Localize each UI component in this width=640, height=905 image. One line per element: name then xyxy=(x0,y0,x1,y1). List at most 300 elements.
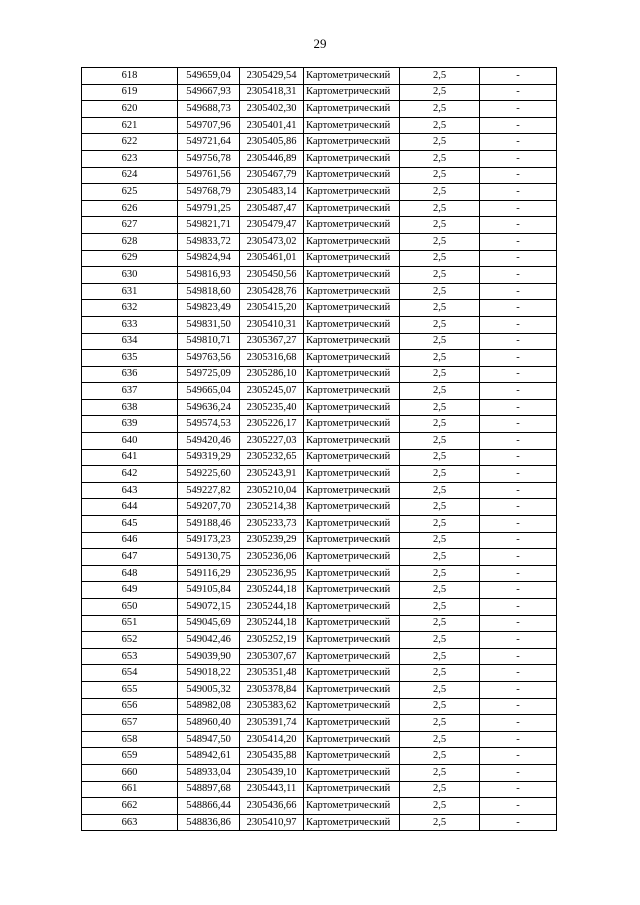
y-coordinate-cell: 2305378,84 xyxy=(240,681,304,698)
accuracy-cell: 2,5 xyxy=(400,300,480,317)
method-cell: Картометрический xyxy=(304,433,400,450)
x-coordinate-cell: 549018,22 xyxy=(178,665,240,682)
table-row xyxy=(82,267,557,284)
accuracy-cell: 2,5 xyxy=(400,283,480,300)
accuracy-cell: 2,5 xyxy=(400,416,480,433)
table-row xyxy=(82,648,557,665)
point-number-cell: 662 xyxy=(82,798,178,815)
accuracy-cell: 2,5 xyxy=(400,449,480,466)
x-coordinate-cell: 549833,72 xyxy=(178,233,240,250)
x-coordinate-cell: 549574,53 xyxy=(178,416,240,433)
table-row xyxy=(82,150,557,167)
note-cell: - xyxy=(480,466,557,483)
note-cell: - xyxy=(480,565,557,582)
x-coordinate-cell: 549045,69 xyxy=(178,615,240,632)
note-cell: - xyxy=(480,134,557,151)
x-coordinate-cell: 549810,71 xyxy=(178,333,240,350)
y-coordinate-cell: 2305473,02 xyxy=(240,233,304,250)
note-cell: - xyxy=(480,449,557,466)
method-cell: Картометрический xyxy=(304,101,400,118)
x-coordinate-cell: 549831,50 xyxy=(178,316,240,333)
note-cell: - xyxy=(480,482,557,499)
table-row xyxy=(82,698,557,715)
note-cell: - xyxy=(480,250,557,267)
y-coordinate-cell: 2305226,17 xyxy=(240,416,304,433)
x-coordinate-cell: 549824,94 xyxy=(178,250,240,267)
method-cell: Картометрический xyxy=(304,167,400,184)
accuracy-cell: 2,5 xyxy=(400,101,480,118)
y-coordinate-cell: 2305236,06 xyxy=(240,549,304,566)
y-coordinate-cell: 2305439,10 xyxy=(240,764,304,781)
y-coordinate-cell: 2305415,20 xyxy=(240,300,304,317)
method-cell: Картометрический xyxy=(304,134,400,151)
y-coordinate-cell: 2305210,04 xyxy=(240,482,304,499)
point-number-cell: 648 xyxy=(82,565,178,582)
note-cell: - xyxy=(480,748,557,765)
accuracy-cell: 2,5 xyxy=(400,516,480,533)
note-cell: - xyxy=(480,350,557,367)
point-number-cell: 626 xyxy=(82,200,178,217)
accuracy-cell: 2,5 xyxy=(400,632,480,649)
x-coordinate-cell: 549761,56 xyxy=(178,167,240,184)
y-coordinate-cell: 2305483,14 xyxy=(240,184,304,201)
accuracy-cell: 2,5 xyxy=(400,648,480,665)
y-coordinate-cell: 2305450,56 xyxy=(240,267,304,284)
point-number-cell: 652 xyxy=(82,632,178,649)
note-cell: - xyxy=(480,184,557,201)
point-number-cell: 629 xyxy=(82,250,178,267)
method-cell: Картометрический xyxy=(304,217,400,234)
method-cell: Картометрический xyxy=(304,184,400,201)
y-coordinate-cell: 2305232,65 xyxy=(240,449,304,466)
y-coordinate-cell: 2305286,10 xyxy=(240,366,304,383)
accuracy-cell: 2,5 xyxy=(400,698,480,715)
method-cell: Картометрический xyxy=(304,798,400,815)
x-coordinate-cell: 549042,46 xyxy=(178,632,240,649)
point-number-cell: 658 xyxy=(82,731,178,748)
method-cell: Картометрический xyxy=(304,399,400,416)
table-row xyxy=(82,68,557,85)
table-row xyxy=(82,200,557,217)
note-cell: - xyxy=(480,117,557,134)
y-coordinate-cell: 2305414,20 xyxy=(240,731,304,748)
method-cell: Картометрический xyxy=(304,516,400,533)
accuracy-cell: 2,5 xyxy=(400,167,480,184)
y-coordinate-cell: 2305307,67 xyxy=(240,648,304,665)
note-cell: - xyxy=(480,698,557,715)
table-row xyxy=(82,383,557,400)
table-row xyxy=(82,814,557,831)
method-cell: Картометрический xyxy=(304,267,400,284)
method-cell: Картометрический xyxy=(304,117,400,134)
accuracy-cell: 2,5 xyxy=(400,150,480,167)
method-cell: Картометрический xyxy=(304,283,400,300)
y-coordinate-cell: 2305236,95 xyxy=(240,565,304,582)
x-coordinate-cell: 549173,23 xyxy=(178,532,240,549)
table-row xyxy=(82,333,557,350)
note-cell: - xyxy=(480,599,557,616)
table-row xyxy=(82,117,557,134)
note-cell: - xyxy=(480,101,557,118)
method-cell: Картометрический xyxy=(304,383,400,400)
x-coordinate-cell: 548866,44 xyxy=(178,798,240,815)
table-row xyxy=(82,499,557,516)
note-cell: - xyxy=(480,798,557,815)
note-cell: - xyxy=(480,764,557,781)
method-cell: Картометрический xyxy=(304,350,400,367)
method-cell: Картометрический xyxy=(304,748,400,765)
point-number-cell: 660 xyxy=(82,764,178,781)
point-number-cell: 620 xyxy=(82,101,178,118)
point-number-cell: 651 xyxy=(82,615,178,632)
method-cell: Картометрический xyxy=(304,233,400,250)
point-number-cell: 625 xyxy=(82,184,178,201)
table-row xyxy=(82,350,557,367)
method-cell: Картометрический xyxy=(304,615,400,632)
y-coordinate-cell: 2305410,31 xyxy=(240,316,304,333)
table-row xyxy=(82,681,557,698)
coordinates-table xyxy=(81,67,557,831)
table-row xyxy=(82,300,557,317)
accuracy-cell: 2,5 xyxy=(400,781,480,798)
y-coordinate-cell: 2305244,18 xyxy=(240,599,304,616)
point-number-cell: 638 xyxy=(82,399,178,416)
table-row xyxy=(82,615,557,632)
point-number-cell: 653 xyxy=(82,648,178,665)
method-cell: Картометрический xyxy=(304,532,400,549)
x-coordinate-cell: 548947,50 xyxy=(178,731,240,748)
point-number-cell: 650 xyxy=(82,599,178,616)
accuracy-cell: 2,5 xyxy=(400,798,480,815)
accuracy-cell: 2,5 xyxy=(400,681,480,698)
table-row xyxy=(82,466,557,483)
y-coordinate-cell: 2305461,01 xyxy=(240,250,304,267)
point-number-cell: 636 xyxy=(82,366,178,383)
method-cell: Картометрический xyxy=(304,482,400,499)
accuracy-cell: 2,5 xyxy=(400,599,480,616)
x-coordinate-cell: 549721,64 xyxy=(178,134,240,151)
note-cell: - xyxy=(480,150,557,167)
note-cell: - xyxy=(480,167,557,184)
point-number-cell: 637 xyxy=(82,383,178,400)
note-cell: - xyxy=(480,399,557,416)
point-number-cell: 646 xyxy=(82,532,178,549)
y-coordinate-cell: 2305418,31 xyxy=(240,84,304,101)
note-cell: - xyxy=(480,383,557,400)
x-coordinate-cell: 549420,46 xyxy=(178,433,240,450)
method-cell: Картометрический xyxy=(304,665,400,682)
x-coordinate-cell: 549667,93 xyxy=(178,84,240,101)
method-cell: Картометрический xyxy=(304,316,400,333)
note-cell: - xyxy=(480,333,557,350)
accuracy-cell: 2,5 xyxy=(400,499,480,516)
accuracy-cell: 2,5 xyxy=(400,565,480,582)
note-cell: - xyxy=(480,516,557,533)
y-coordinate-cell: 2305467,79 xyxy=(240,167,304,184)
x-coordinate-cell: 549823,49 xyxy=(178,300,240,317)
table-row xyxy=(82,101,557,118)
table-row xyxy=(82,217,557,234)
accuracy-cell: 2,5 xyxy=(400,366,480,383)
note-cell: - xyxy=(480,781,557,798)
y-coordinate-cell: 2305401,41 xyxy=(240,117,304,134)
y-coordinate-cell: 2305252,19 xyxy=(240,632,304,649)
note-cell: - xyxy=(480,433,557,450)
method-cell: Картометрический xyxy=(304,781,400,798)
accuracy-cell: 2,5 xyxy=(400,267,480,284)
y-coordinate-cell: 2305402,30 xyxy=(240,101,304,118)
accuracy-cell: 2,5 xyxy=(400,433,480,450)
table-row xyxy=(82,731,557,748)
table-row xyxy=(82,433,557,450)
note-cell: - xyxy=(480,532,557,549)
point-number-cell: 649 xyxy=(82,582,178,599)
table-row xyxy=(82,632,557,649)
accuracy-cell: 2,5 xyxy=(400,134,480,151)
y-coordinate-cell: 2305405,86 xyxy=(240,134,304,151)
method-cell: Картометрический xyxy=(304,449,400,466)
accuracy-cell: 2,5 xyxy=(400,549,480,566)
y-coordinate-cell: 2305428,76 xyxy=(240,283,304,300)
method-cell: Картометрический xyxy=(304,150,400,167)
method-cell: Картометрический xyxy=(304,565,400,582)
method-cell: Картометрический xyxy=(304,68,400,85)
accuracy-cell: 2,5 xyxy=(400,383,480,400)
point-number-cell: 644 xyxy=(82,499,178,516)
method-cell: Картометрический xyxy=(304,366,400,383)
x-coordinate-cell: 548982,08 xyxy=(178,698,240,715)
y-coordinate-cell: 2305383,62 xyxy=(240,698,304,715)
x-coordinate-cell: 549665,04 xyxy=(178,383,240,400)
x-coordinate-cell: 549188,46 xyxy=(178,516,240,533)
note-cell: - xyxy=(480,416,557,433)
accuracy-cell: 2,5 xyxy=(400,233,480,250)
note-cell: - xyxy=(480,715,557,732)
table-row xyxy=(82,798,557,815)
method-cell: Картометрический xyxy=(304,416,400,433)
table-row xyxy=(82,781,557,798)
accuracy-cell: 2,5 xyxy=(400,466,480,483)
note-cell: - xyxy=(480,731,557,748)
table-row xyxy=(82,250,557,267)
note-cell: - xyxy=(480,200,557,217)
table-row xyxy=(82,316,557,333)
table-row xyxy=(82,449,557,466)
point-number-cell: 633 xyxy=(82,316,178,333)
note-cell: - xyxy=(480,549,557,566)
note-cell: - xyxy=(480,648,557,665)
note-cell: - xyxy=(480,814,557,831)
accuracy-cell: 2,5 xyxy=(400,748,480,765)
y-coordinate-cell: 2305410,97 xyxy=(240,814,304,831)
table-row xyxy=(82,764,557,781)
point-number-cell: 657 xyxy=(82,715,178,732)
x-coordinate-cell: 549105,84 xyxy=(178,582,240,599)
note-cell: - xyxy=(480,366,557,383)
method-cell: Картометрический xyxy=(304,764,400,781)
note-cell: - xyxy=(480,300,557,317)
table-row xyxy=(82,399,557,416)
x-coordinate-cell: 549768,79 xyxy=(178,184,240,201)
table-row xyxy=(82,565,557,582)
method-cell: Картометрический xyxy=(304,698,400,715)
table-row xyxy=(82,748,557,765)
x-coordinate-cell: 549319,29 xyxy=(178,449,240,466)
table-row xyxy=(82,715,557,732)
x-coordinate-cell: 549707,96 xyxy=(178,117,240,134)
accuracy-cell: 2,5 xyxy=(400,117,480,134)
point-number-cell: 659 xyxy=(82,748,178,765)
page-number: 29 xyxy=(313,36,327,51)
point-number-cell: 627 xyxy=(82,217,178,234)
point-number-cell: 634 xyxy=(82,333,178,350)
coordinates-table-body xyxy=(82,68,557,831)
method-cell: Картометрический xyxy=(304,200,400,217)
table-row xyxy=(82,532,557,549)
x-coordinate-cell: 549072,15 xyxy=(178,599,240,616)
table-row xyxy=(82,599,557,616)
y-coordinate-cell: 2305227,03 xyxy=(240,433,304,450)
x-coordinate-cell: 549636,24 xyxy=(178,399,240,416)
x-coordinate-cell: 548960,40 xyxy=(178,715,240,732)
note-cell: - xyxy=(480,499,557,516)
accuracy-cell: 2,5 xyxy=(400,814,480,831)
y-coordinate-cell: 2305429,54 xyxy=(240,68,304,85)
point-number-cell: 622 xyxy=(82,134,178,151)
y-coordinate-cell: 2305443,11 xyxy=(240,781,304,798)
point-number-cell: 621 xyxy=(82,117,178,134)
y-coordinate-cell: 2305367,27 xyxy=(240,333,304,350)
point-number-cell: 624 xyxy=(82,167,178,184)
accuracy-cell: 2,5 xyxy=(400,68,480,85)
method-cell: Картометрический xyxy=(304,300,400,317)
note-cell: - xyxy=(480,68,557,85)
method-cell: Картометрический xyxy=(304,731,400,748)
accuracy-cell: 2,5 xyxy=(400,200,480,217)
method-cell: Картометрический xyxy=(304,582,400,599)
table-row xyxy=(82,482,557,499)
point-number-cell: 631 xyxy=(82,283,178,300)
x-coordinate-cell: 548897,68 xyxy=(178,781,240,798)
method-cell: Картометрический xyxy=(304,681,400,698)
point-number-cell: 641 xyxy=(82,449,178,466)
point-number-cell: 654 xyxy=(82,665,178,682)
point-number-cell: 630 xyxy=(82,267,178,284)
table-row xyxy=(82,184,557,201)
table-row xyxy=(82,416,557,433)
x-coordinate-cell: 548942,61 xyxy=(178,748,240,765)
x-coordinate-cell: 549816,93 xyxy=(178,267,240,284)
point-number-cell: 663 xyxy=(82,814,178,831)
y-coordinate-cell: 2305245,07 xyxy=(240,383,304,400)
y-coordinate-cell: 2305435,88 xyxy=(240,748,304,765)
x-coordinate-cell: 549227,82 xyxy=(178,482,240,499)
x-coordinate-cell: 549725,09 xyxy=(178,366,240,383)
point-number-cell: 642 xyxy=(82,466,178,483)
method-cell: Картометрический xyxy=(304,715,400,732)
y-coordinate-cell: 2305479,47 xyxy=(240,217,304,234)
method-cell: Картометрический xyxy=(304,466,400,483)
note-cell: - xyxy=(480,316,557,333)
note-cell: - xyxy=(480,233,557,250)
table-row xyxy=(82,665,557,682)
accuracy-cell: 2,5 xyxy=(400,250,480,267)
y-coordinate-cell: 2305235,40 xyxy=(240,399,304,416)
y-coordinate-cell: 2305214,38 xyxy=(240,499,304,516)
point-number-cell: 656 xyxy=(82,698,178,715)
y-coordinate-cell: 2305487,47 xyxy=(240,200,304,217)
table-row xyxy=(82,549,557,566)
accuracy-cell: 2,5 xyxy=(400,217,480,234)
note-cell: - xyxy=(480,582,557,599)
table-row xyxy=(82,516,557,533)
x-coordinate-cell: 549818,60 xyxy=(178,283,240,300)
method-cell: Картометрический xyxy=(304,648,400,665)
x-coordinate-cell: 549225,60 xyxy=(178,466,240,483)
point-number-cell: 635 xyxy=(82,350,178,367)
accuracy-cell: 2,5 xyxy=(400,316,480,333)
accuracy-cell: 2,5 xyxy=(400,482,480,499)
table-row xyxy=(82,366,557,383)
note-cell: - xyxy=(480,681,557,698)
point-number-cell: 661 xyxy=(82,781,178,798)
accuracy-cell: 2,5 xyxy=(400,615,480,632)
method-cell: Картометрический xyxy=(304,250,400,267)
point-number-cell: 639 xyxy=(82,416,178,433)
x-coordinate-cell: 549207,70 xyxy=(178,499,240,516)
x-coordinate-cell: 548836,86 xyxy=(178,814,240,831)
point-number-cell: 628 xyxy=(82,233,178,250)
point-number-cell: 632 xyxy=(82,300,178,317)
y-coordinate-cell: 2305244,18 xyxy=(240,582,304,599)
x-coordinate-cell: 549130,75 xyxy=(178,549,240,566)
accuracy-cell: 2,5 xyxy=(400,582,480,599)
note-cell: - xyxy=(480,283,557,300)
table-row xyxy=(82,167,557,184)
y-coordinate-cell: 2305233,73 xyxy=(240,516,304,533)
point-number-cell: 619 xyxy=(82,84,178,101)
y-coordinate-cell: 2305239,29 xyxy=(240,532,304,549)
note-cell: - xyxy=(480,615,557,632)
table-row xyxy=(82,233,557,250)
table-row xyxy=(82,582,557,599)
x-coordinate-cell: 549756,78 xyxy=(178,150,240,167)
point-number-cell: 618 xyxy=(82,68,178,85)
y-coordinate-cell: 2305391,74 xyxy=(240,715,304,732)
method-cell: Картометрический xyxy=(304,814,400,831)
method-cell: Картометрический xyxy=(304,599,400,616)
y-coordinate-cell: 2305316,68 xyxy=(240,350,304,367)
x-coordinate-cell: 549791,25 xyxy=(178,200,240,217)
x-coordinate-cell: 549116,29 xyxy=(178,565,240,582)
point-number-cell: 640 xyxy=(82,433,178,450)
point-number-cell: 645 xyxy=(82,516,178,533)
note-cell: - xyxy=(480,217,557,234)
note-cell: - xyxy=(480,84,557,101)
accuracy-cell: 2,5 xyxy=(400,715,480,732)
point-number-cell: 643 xyxy=(82,482,178,499)
method-cell: Картометрический xyxy=(304,632,400,649)
y-coordinate-cell: 2305436,66 xyxy=(240,798,304,815)
x-coordinate-cell: 549821,71 xyxy=(178,217,240,234)
x-coordinate-cell: 549039,90 xyxy=(178,648,240,665)
table-row xyxy=(82,283,557,300)
accuracy-cell: 2,5 xyxy=(400,764,480,781)
y-coordinate-cell: 2305446,89 xyxy=(240,150,304,167)
accuracy-cell: 2,5 xyxy=(400,350,480,367)
note-cell: - xyxy=(480,665,557,682)
x-coordinate-cell: 549688,73 xyxy=(178,101,240,118)
